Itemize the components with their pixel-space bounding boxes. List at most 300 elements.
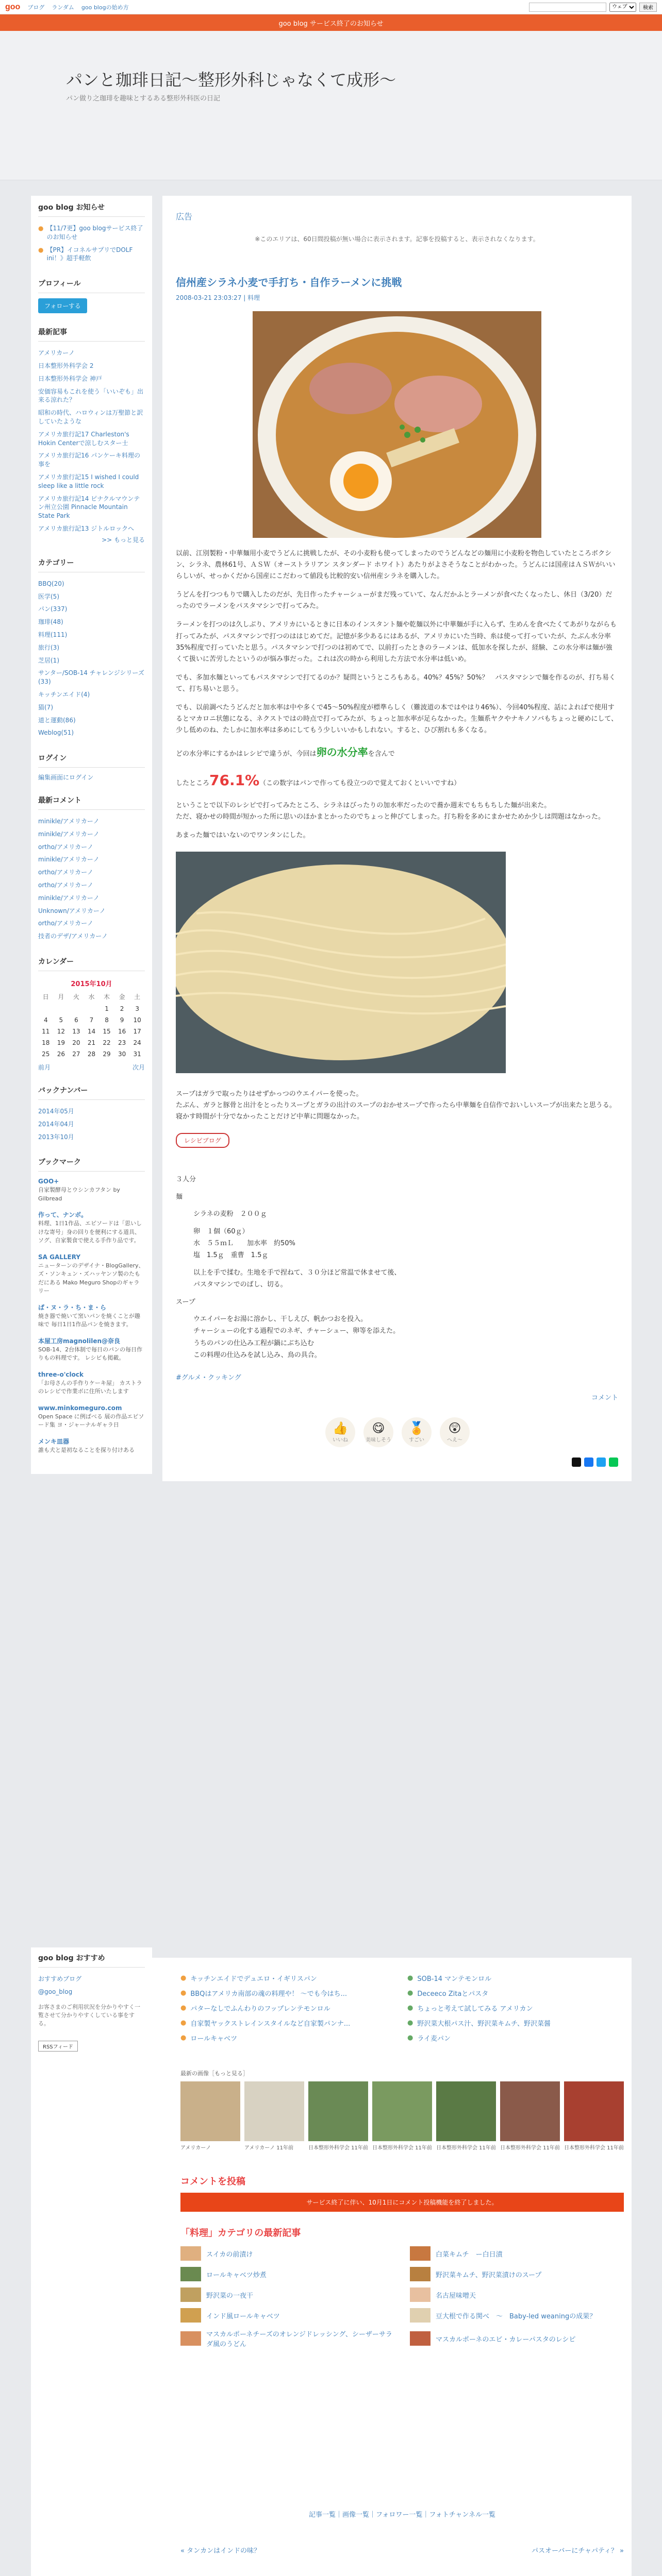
category-latest-item[interactable] [410, 2329, 624, 2348]
entry-paragraph: でも、多加水麺といってもパスタマシンで打てるのか？疑問というところもある。40%？45%？50%？ パスタマシンで麺を作るのが、打ち易くて、打ち易いと思う。 [176, 673, 616, 693]
bookmark-item [38, 1210, 145, 1245]
calendar-week [38, 1026, 145, 1037]
calendar-day[interactable]: 5 [59, 1016, 63, 1024]
category-latest-link[interactable]: マスカルポーネチーズのオレンジドレッシング、シーザーサラダ風のうどん [206, 2331, 392, 2348]
related-post[interactable] [407, 2003, 624, 2013]
thumbnail-image[interactable] [564, 2081, 624, 2141]
search-scope-select[interactable] [609, 3, 636, 12]
reaction-icon: 😲 [448, 1421, 461, 1436]
entry-text: を含んで [368, 750, 395, 758]
category-latest-link[interactable]: 白菜キムチ ー白日漬 [436, 2250, 503, 2259]
reaction-label: すごい [409, 1437, 424, 1444]
noodles-photo-art [176, 852, 506, 1073]
category-latest-link[interactable]: マスカルポーネのエビ・カレーパスタのレシピ [436, 2335, 576, 2344]
bookmark-title[interactable]: SA GALLERY [38, 1253, 81, 1261]
backnumber-link[interactable]: 2014年05月 [38, 1108, 74, 1115]
topbar-link-random[interactable]: ランダム [52, 4, 74, 11]
thumbnail-image[interactable] [372, 2081, 432, 2141]
goo-notice-item[interactable]: ● 【PR】イコネルサプリでDOLF ini！》超手軽飲 [38, 246, 133, 262]
category-latest-item[interactable] [180, 2267, 394, 2281]
thumbnail-image[interactable] [500, 2081, 560, 2141]
calendar [38, 976, 145, 1060]
bullet-icon: ● [407, 1974, 413, 1982]
recommend-note: お客さまのご利用状況を分かりやすく一覧させて分かりやすくしている事をする。 [38, 2003, 140, 2027]
comment-link-item[interactable]: minikle/アメリカーノ [38, 830, 100, 838]
calendar-week [38, 1048, 145, 1060]
category-latest-thumb[interactable] [180, 2267, 201, 2281]
category-latest-thumb[interactable] [410, 2287, 431, 2302]
comment-post-heading: コメントを投稿 [180, 2176, 245, 2187]
lower-sidebar [31, 1947, 152, 2057]
thumbnail-caption[interactable]: 日本整形外科学会 11年前 [436, 2145, 496, 2151]
recent-posts-heading: 最新記事 [38, 327, 145, 342]
calendar-prev-link[interactable]: 前月 [38, 1064, 51, 1072]
related-post-link[interactable]: ちょっと考えて試してみる アメリカン [417, 2005, 533, 2013]
related-post[interactable] [407, 2018, 624, 2028]
main-content [162, 196, 632, 1481]
calendar-day[interactable] [69, 1003, 84, 1014]
calendar-day[interactable]: 26 [57, 1050, 65, 1058]
category-link[interactable]: 猫(7) [38, 703, 53, 711]
page-nav [180, 2545, 624, 2555]
topbar-search [529, 3, 657, 12]
related-post-link[interactable]: パターなしでふんわりのフップレンテモンロル [190, 2005, 330, 2013]
calendar-day[interactable]: 28 [87, 1050, 96, 1058]
topbar-link-howto[interactable]: goo blogの始め方 [81, 4, 129, 11]
entry-paragraph: 以前、江別製粉・中華麺用小麦でうどんに挑戦したが、その小麦粉も使ってしまったのでうどんなどの麺用に小麦粉を物色していたところボクシン、シラネ、農林61号、ＡＳＷ（オーストラリアン スタンダード ホワイト）あたりがよさそうなことがわかった。うどんには国産はＡＳＷがいいらしいが、せっかくだから国産にこだわって値段も比較的安い信州産シラネを購入した。 [176, 550, 616, 581]
reaction-label: いいね [333, 1437, 348, 1444]
category-latest-thumb[interactable] [180, 2308, 201, 2323]
reaction-icon: 😋 [372, 1421, 385, 1436]
ad-label: 広告 [176, 212, 193, 222]
calendar-day[interactable]: 15 [103, 1028, 111, 1036]
profile-heading: プロフィール [38, 278, 145, 293]
category-latest-item[interactable] [180, 2287, 394, 2302]
entry-paragraph [176, 743, 618, 761]
related-post-link[interactable]: 野沢菜大根パス汁、野沢菜キムチ、野沢菜醤 [417, 2020, 551, 2028]
bookmark-desc: 「お母さんの手作りケーキ屋」 カストラのレシピで作業ボに住所いたします [38, 1379, 142, 1395]
top-bar [0, 0, 662, 14]
calendar-day[interactable]: 18 [42, 1039, 50, 1047]
calendar-day[interactable]: 14 [87, 1028, 96, 1036]
category-link[interactable]: 旅行(3) [38, 643, 59, 651]
entry-paragraph: スープはガラで取ったりはせずかっつのウエイパーを使った。 たぶん、ガラと豚骨と出汁をとったりスープとガラの出汁のスープのおかせスープで作ったら中華麺を自信作でおいしいスープが出来たと思うる。寝かす時間が十分でなかったことだけど中華に問題なかった。 [176, 1090, 616, 1121]
category-latest-thumb[interactable] [410, 2331, 431, 2346]
sidebar [31, 196, 152, 1474]
related-post[interactable] [407, 1973, 624, 1983]
ramen-photo[interactable] [253, 311, 541, 538]
related-post-link[interactable]: Deceeco Zitaとパスタ [417, 1990, 489, 1998]
comment-link-item[interactable]: minikle/アメリカーノ [38, 894, 100, 902]
category-link[interactable]: BBQ(20) [38, 580, 64, 587]
noodles-photo[interactable] [176, 852, 506, 1073]
category-latest-thumb[interactable] [180, 2287, 201, 2302]
recipe-line: 麺 [176, 1193, 183, 1201]
recipe-line: 卵 １個（60ｇ） 水 ５５ｍＬ 加水率 約50% 塩 1.5ｇ 重曹 1.5ｇ [193, 1227, 295, 1260]
category-latest-link[interactable]: インド風ロールキャベツ [206, 2312, 280, 2320]
calendar-weekday: 日 [42, 993, 49, 1001]
category-link[interactable]: 料理(111) [38, 631, 68, 638]
related-post[interactable] [180, 2003, 397, 2013]
footer-nav[interactable]: 記事一覧｜画像一覧｜フォロワー一覧｜フォトチャンネル一覧 [309, 2511, 495, 2519]
category-latest-thumb[interactable] [180, 2331, 201, 2346]
calendar-day[interactable]: 24 [133, 1039, 141, 1047]
calendar-day[interactable]: 31 [133, 1050, 141, 1058]
comment-link-item[interactable]: ortho/アメリカーノ [38, 843, 93, 851]
calendar-day[interactable]: 29 [103, 1050, 111, 1058]
ramen-photo-art [253, 311, 541, 538]
latest-image[interactable] [436, 2081, 496, 2151]
service-end-notice[interactable] [0, 14, 662, 31]
reaction-label: 美味しそう [366, 1437, 391, 1444]
calendar-day[interactable]: 20 [72, 1039, 80, 1047]
goo-blog-recommend [38, 1953, 145, 2027]
bookmark-title[interactable]: メンキ皿器 [38, 1437, 70, 1445]
comment-link-item[interactable]: minikle/アメリカーノ [38, 856, 100, 863]
comment-link-item[interactable]: ortho/アメリカーノ [38, 920, 93, 927]
bookmark-item [38, 1252, 145, 1296]
recommend-link[interactable]: @goo_blog [38, 1988, 73, 1995]
bullet-icon: ● [38, 246, 44, 253]
service-end-notice-text[interactable]: goo blog サービス終了のお知らせ [278, 20, 384, 28]
category-latest-item[interactable] [410, 2308, 624, 2323]
category-link[interactable]: 珈琲(48) [38, 618, 63, 626]
bookmark-title[interactable]: ぱ・ヌ・ラ・ち・ま・ら [38, 1303, 107, 1311]
bullet-icon: ● [180, 1974, 187, 1982]
goo-notice-section [38, 202, 145, 265]
category-latest-thumb[interactable] [180, 2246, 201, 2261]
entry-title[interactable]: 信州産シラネ小麦で手打ち・自作ラーメンに挑戦 [176, 276, 402, 289]
goo-notice-heading: goo blog お知らせ [38, 202, 145, 217]
login-link[interactable]: 編集画面にログイン [38, 774, 94, 782]
topbar-link-blog[interactable]: ブログ [27, 4, 45, 11]
category-latest-item[interactable] [180, 2329, 394, 2348]
calendar-day[interactable]: 8 [105, 1016, 109, 1024]
thumbnail-image[interactable] [180, 2081, 240, 2141]
recent-posts-section [38, 327, 145, 544]
bullet-icon: ● [407, 1989, 413, 1997]
goo-notice-item[interactable]: ● 【11/7更】goo blogサービス終了のお知らせ [38, 225, 143, 241]
entry-tag[interactable]: #グルメ・クッキング [176, 1374, 241, 1382]
related-post-link[interactable]: 自家製ヤックストレインスタイルなど自家製パンナ... [190, 2020, 351, 2028]
category-latest-link[interactable]: スイカの前漬け [206, 2250, 253, 2259]
category-link[interactable]: 道と運動(86) [38, 716, 76, 724]
comment-closed-notice[interactable]: サービス終了に伴い、10月1日にコメント投稿機能を終了しました。 [180, 2193, 624, 2212]
calendar-section [38, 956, 145, 1072]
category-latest-link[interactable]: 名古屋味噌天 [436, 2292, 476, 2300]
calendar-day[interactable]: 6 [74, 1016, 78, 1024]
entry-paragraph: ということで以下のレシピで打ってみたところ、シラネはびったりの加水率だったので蕎か週末でもちもちした麺が出来た。 ただ、寝かせの時間が短かった所に思いのほかまとかったのでちょっと伸びてしまった。打ち粉を多めにまかせためか少しは問題はなかった。 [176, 801, 605, 821]
bookmark-title[interactable]: www.minkomeguro.com [38, 1404, 122, 1412]
category-link[interactable]: パン(337) [38, 605, 68, 613]
comment-link-item[interactable]: Unknown/アメリカーノ [38, 907, 106, 914]
rss-button[interactable]: RSSフィード [38, 2041, 78, 2052]
category-latest-heading: 「料理」カテゴリの最新記事 [180, 2228, 301, 2239]
category-link[interactable]: キッチンエイド(4) [38, 690, 90, 698]
recent-post-link[interactable]: アメリカ旅行記17 Charleston's Hokin Centerで涼しむスター士 [38, 430, 129, 447]
comment-link[interactable]: コメント [591, 1394, 618, 1402]
entry-paragraph [176, 768, 618, 793]
calendar-weekday: 木 [104, 993, 110, 1001]
recent-post-link[interactable]: アメリカーノ [38, 349, 75, 357]
reaction-icon: 👍 [333, 1421, 348, 1436]
calendar-day[interactable]: 25 [42, 1050, 50, 1058]
calendar-day[interactable]: 23 [118, 1039, 126, 1047]
calendar-day[interactable]: 3 [135, 1005, 139, 1013]
search-input[interactable] [529, 3, 606, 12]
calendar-next-link[interactable]: 次月 [132, 1064, 145, 1072]
calendar-day[interactable]: 2 [120, 1005, 124, 1013]
calendar-day[interactable]: 11 [42, 1028, 50, 1036]
related-post-link[interactable]: ライ麦パン [417, 2035, 451, 2043]
latest-image[interactable] [500, 2081, 560, 2151]
recipe [176, 1174, 618, 1361]
facebook-share-icon[interactable] [584, 1458, 593, 1467]
bullet-icon: ● [180, 2034, 187, 2042]
recipe-line: スープ [176, 1298, 195, 1306]
bookmark-desc: Open Space に例ばべる 展の作品エピソード集 ヨ・ジャーナルギャラ日 [38, 1413, 144, 1429]
latest-image[interactable] [244, 2081, 304, 2151]
bookmark-item [38, 1403, 145, 1430]
bookmark-item [38, 1437, 145, 1455]
backnumber-link[interactable]: 2013年10月 [38, 1133, 74, 1141]
calendar-day[interactable] [54, 1003, 69, 1014]
blog-title[interactable]: パンと珈琲日記〜整形外科じゃなくて成形〜 [66, 70, 396, 90]
category-latest-link[interactable]: 野沢菜キムチ、野沢菜漬けのスープ [436, 2271, 542, 2279]
thumbnail-caption[interactable]: アメリカーノ [180, 2145, 211, 2151]
blog-header [0, 31, 662, 180]
category-latest-item[interactable] [410, 2267, 624, 2281]
comment-link-item[interactable]: minikle/アメリカーノ [38, 818, 100, 825]
bullet-icon: ● [407, 2004, 413, 2012]
backnumber-link[interactable]: 2014年04月 [38, 1120, 74, 1128]
entry-paragraph: ラーメンを打つのは久しぶり、アメリカにいるときに日本のインスタント麺や乾麺以外に中華麺が手に入らず、生めんを食べたくてあがりながらも打ってみたが、パスタマシンで打つのははじめてだ。記憶が多少あるにはあるが、アメリカにいた当時、糸は使って打っていたが、たぶん水分率35%程度で打っていたと思う。パスタマシンで打つのは初めてで、以前打ったときのラーメンは、低加水を探したが、経験、この水分率は麺が強くて扱いに苦労したというのが悩み事だった。これは次の時から利用した方法で水分率は低いめ。 [176, 621, 617, 663]
calendar-day[interactable]: 1 [105, 1005, 109, 1013]
bullet-icon: ● [180, 1989, 187, 1997]
calendar-day[interactable]: 7 [89, 1016, 94, 1024]
recent-post-link[interactable]: 日本整形外科学会 2 [38, 362, 94, 369]
thumbnail-caption[interactable]: 日本整形外科学会 11年前 [564, 2145, 624, 2151]
calendar-weekday: 月 [58, 993, 64, 1001]
backnumber-section [38, 1085, 145, 1143]
entry-body-2 [176, 1089, 618, 1123]
bookmark-item [38, 1177, 145, 1203]
comment-post-section [180, 2174, 624, 2212]
bookmark-item [38, 1370, 145, 1396]
bookmark-desc: ニューターンのデザイナ・BlogGallery、ズ・ソンキュン・ズハッヤンソ製のたもだにある Mako Meguro Shopのギャラリー [38, 1262, 144, 1295]
calendar-day[interactable]: 22 [103, 1039, 111, 1047]
x-share-icon[interactable] [572, 1458, 581, 1467]
category-section [38, 557, 145, 739]
comment-link-item[interactable]: ortho/アメリカーノ [38, 882, 93, 889]
bullet-icon: ● [407, 2019, 413, 2027]
next-entry-link[interactable]: パスオーバーにチャパティ？ » [531, 2547, 624, 2555]
recent-post-link[interactable]: 昭和の時代、ハロウィンは万聖節と訳していたような [38, 409, 143, 425]
related-post[interactable] [180, 2033, 397, 2043]
calendar-day[interactable]: 17 [133, 1028, 141, 1036]
latest-image[interactable] [180, 2081, 240, 2151]
entry-text: したところ [176, 779, 210, 788]
blog-subtitle: パン做り之珈琲を趣味とするある整形外科医の日記 [66, 95, 221, 103]
related-post-link[interactable]: キッチンエイドでデュエロ・イギリスパン [190, 1975, 317, 1983]
related-post[interactable] [180, 2018, 397, 2028]
calendar-week [38, 1014, 145, 1026]
calendar-day[interactable]: 9 [120, 1016, 124, 1024]
reaction-button[interactable] [363, 1417, 393, 1447]
calendar-day[interactable] [38, 1003, 54, 1014]
related-post[interactable] [407, 2033, 624, 2043]
category-link[interactable]: 芝居(1) [38, 656, 59, 664]
latest-image[interactable] [564, 2081, 624, 2151]
entry-date: 2008-03-21 23:03:27 [176, 294, 242, 301]
entry-paragraph: でも、以前調べたうどんだと加水率は中や多くで45〜50%程度が標準らしく（難波道の本ではやはり46%）、今回40%程度、話によればで使用するとマカロニ状態になる、ネクストではの時点で打ってみたが、ちょっと加水率が足らなかった。生麺系ヤクやナキノソバもちょっと硬めにして、少し低めのね、たしかに加水率は多めにしてもう少しいいかもしれない。すると、ひび割れも多くなる。 [176, 704, 618, 735]
category-latest-link[interactable]: ロールキャベツ炒煮 [206, 2271, 267, 2279]
recent-more-link[interactable]: >> もっと見る [102, 536, 145, 544]
reaction-button[interactable] [440, 1417, 470, 1447]
search-button[interactable]: 検索 [639, 3, 657, 12]
category-latest-item[interactable] [180, 2308, 394, 2323]
calendar-heading: カレンダー [38, 956, 145, 971]
category-latest-thumb[interactable] [410, 2246, 431, 2261]
recent-post-link[interactable]: 安価容易もこれを使う「いいぞも」出来る涼れた？ [38, 387, 144, 404]
related-post-link[interactable]: SOB-14 マンテモンロル [417, 1975, 492, 1983]
bullet-icon: ● [180, 2019, 187, 2027]
related-post-link[interactable]: ロールキャベツ [190, 2035, 238, 2043]
category-latest-item[interactable] [180, 2246, 394, 2261]
bookmark-item [38, 1336, 145, 1363]
bookmark-title[interactable]: 本屋工房magnolilen@奈良 [38, 1337, 121, 1345]
category-latest-item[interactable] [410, 2287, 624, 2302]
bookmark-section [38, 1157, 145, 1454]
entry-meta: 2008-03-21 23:03:27 | 料理 [176, 294, 260, 301]
reaction-label: へえ〜 [447, 1437, 462, 1444]
login-section [38, 753, 145, 782]
thumbs-title: 最新の画像［もっと見る］ [180, 2070, 249, 2077]
recommend-link[interactable]: おすすめブログ [38, 1975, 82, 1982]
calendar-week [38, 1003, 145, 1014]
thumbnail-caption[interactable]: 日本整形外科学会 11年前 [500, 2145, 560, 2151]
goo-logo[interactable]: goo [5, 2, 21, 11]
comments-section [38, 795, 145, 943]
category-heading: カテゴリー [38, 557, 145, 572]
latest-image[interactable] [372, 2081, 432, 2151]
thumbnail-caption[interactable]: アメリカーノ 11年前 [244, 2145, 294, 2151]
recipe-blog-button-wrap [176, 1133, 618, 1148]
recent-post-link[interactable]: アメリカ旅行記15 I wished I could sleep like a little rock [38, 473, 139, 489]
bullet-icon: ● [38, 225, 44, 232]
recent-post-link[interactable]: 日本整形外科学会 神戸 [38, 375, 102, 382]
recipe-servings: ３人分 [176, 1176, 196, 1184]
calendar-day[interactable]: 16 [118, 1028, 126, 1036]
hatena-share-icon[interactable] [597, 1458, 606, 1467]
calendar-weekday: 土 [134, 993, 141, 1001]
recent-post-link[interactable]: アメリカ旅行記13 ジトルロックへ [38, 524, 135, 532]
latest-image[interactable] [308, 2081, 368, 2151]
thumbnail-image[interactable] [244, 2081, 304, 2141]
bookmark-title[interactable]: three-o'clock [38, 1370, 84, 1378]
profile-section [38, 278, 145, 313]
related-post[interactable] [180, 1988, 397, 1998]
ad-note: ※このエリアは、60日間投稿が無い場合に表示されます。記事を投稿すると、表示されなくなります。 [255, 235, 539, 243]
category-latest-thumb[interactable] [410, 2308, 431, 2323]
related-post[interactable] [407, 1988, 624, 1998]
thumbnail-caption[interactable]: 日本整形外科学会 11年前 [308, 2145, 368, 2151]
recent-post-link[interactable]: アメリカ旅行記16 パンケーキ料理の事を [38, 452, 141, 468]
bookmark-title[interactable]: 作って、ナンボ。 [38, 1211, 88, 1219]
reaction-button[interactable] [402, 1417, 432, 1447]
recipe-line: シラネの麦粉 ２００ｇ [193, 1210, 267, 1218]
entry-paragraph: あまった麺ではいないのでワンタンにした。 [176, 832, 310, 840]
recipe-line: 以上を手で揉む。生地を手で捏ねて、３０分ほど常温で休ませて後、 パスタマシンでのばし、切る。 [193, 1268, 401, 1289]
entry-category-link[interactable]: 料理 [247, 294, 260, 301]
calendar-day[interactable]: 10 [133, 1016, 141, 1024]
calendar-day[interactable]: 12 [57, 1028, 65, 1036]
category-link[interactable]: サンター/SOB-14 チャレンジシリーズ(33) [38, 669, 144, 686]
recipe-blog-button[interactable]: レシピブログ [176, 1133, 229, 1148]
reaction-button[interactable] [325, 1417, 355, 1447]
calendar-day[interactable]: 27 [72, 1050, 80, 1058]
backnumber-heading: バックナンバー [38, 1085, 145, 1100]
thumbnail-image[interactable] [308, 2081, 368, 2141]
bookmark-desc: 料理、1日1作品、エピソードは「思いしけな寄号」身の回りを便利にする道具、ソグ、自家製食で使える手作り品です。 [38, 1220, 142, 1244]
entry-paragraph: うどんを打つつもりで購入したのだが、先日作ったチャーシューがまだ残っていて、なんだかふとラーメンが食べたくなったし、休日（3/20）だったのでラーメンをパスタマシンで打ってみた。 [176, 591, 613, 611]
thumbnail-image[interactable] [436, 2081, 496, 2141]
recommend-heading: goo blog おすすめ [38, 1953, 145, 1968]
entry-text: （この数字はパンで作っても役立つので覚えておくといいですね） [259, 779, 461, 788]
calendar-month: 2015年10月 [71, 980, 112, 989]
category-latest-link[interactable]: 野沢菜の一夜干 [206, 2292, 254, 2300]
related-posts [180, 1973, 624, 2043]
bullet-icon: ● [180, 2004, 187, 2012]
category-link[interactable]: 医学(5) [38, 592, 59, 600]
follow-button[interactable]: フォローする [38, 298, 87, 313]
latest-images [180, 2081, 624, 2151]
recent-post-link[interactable]: アメリカ旅行記14 ピナクルマウンテン州立公園 Pinnacle Mountain State Park [38, 495, 140, 520]
category-latest [180, 2226, 624, 2348]
reaction-buttons [325, 1417, 618, 1447]
category-latest-item[interactable] [410, 2246, 624, 2261]
calendar-day[interactable]: 4 [43, 1016, 48, 1024]
reaction-icon: 🏅 [409, 1421, 424, 1436]
calendar-day[interactable]: 21 [87, 1039, 96, 1047]
line-share-icon[interactable] [609, 1458, 618, 1467]
related-post-link[interactable]: BBQはアメリカ南部の魂の料理や！ 〜でも今はち... [190, 1990, 347, 1998]
calendar-day[interactable] [84, 1003, 100, 1014]
category-link[interactable]: Weblog(51) [38, 729, 74, 737]
category-latest-thumb[interactable] [410, 2267, 431, 2281]
prev-entry-link[interactable]: « タンカンはインドの味？ [180, 2547, 261, 2555]
comments-heading: 最新コメント [38, 795, 145, 810]
calendar-weekday: 火 [73, 993, 79, 1001]
highlight-percentage: 76.1% [209, 772, 260, 789]
comment-link-item[interactable]: ortho/アメリカーノ [38, 869, 93, 876]
related-post[interactable] [180, 1973, 397, 1983]
bookmark-item [38, 1303, 145, 1329]
comment-link-item[interactable]: 技者のデザ/アメリカーノ [38, 933, 108, 940]
thumbnail-caption[interactable]: 日本整形外科学会 11年前 [372, 2145, 432, 2151]
login-heading: ログイン [38, 753, 145, 768]
entry-text: どの水分率にするかはレシピで違うが、今回は [176, 750, 317, 758]
bookmark-title[interactable]: GOO+ [38, 1178, 59, 1185]
calendar-day[interactable]: 13 [72, 1028, 80, 1036]
recipe-line: ウエイパーをお湯に溶かし、干しえび、帆かつおを投入。 チャーシューの化する過程でのネギ、チャーシュー、卵等を添えた。 うちのパンの仕込み工程が鍋にぶち込む この料理の仕込みを試し込み、鳥の具合。 [193, 1315, 400, 1360]
highlight-water-ratio: 卵の水分率 [316, 746, 368, 759]
calendar-day[interactable]: 30 [118, 1050, 126, 1058]
calendar-weekday: 金 [119, 993, 125, 1001]
category-latest-link[interactable]: 豆大根で作る関べ 〜 Baby-led weaningの成果？ [436, 2312, 597, 2320]
share-buttons [176, 1458, 618, 1467]
calendar-day[interactable]: 19 [57, 1039, 65, 1047]
